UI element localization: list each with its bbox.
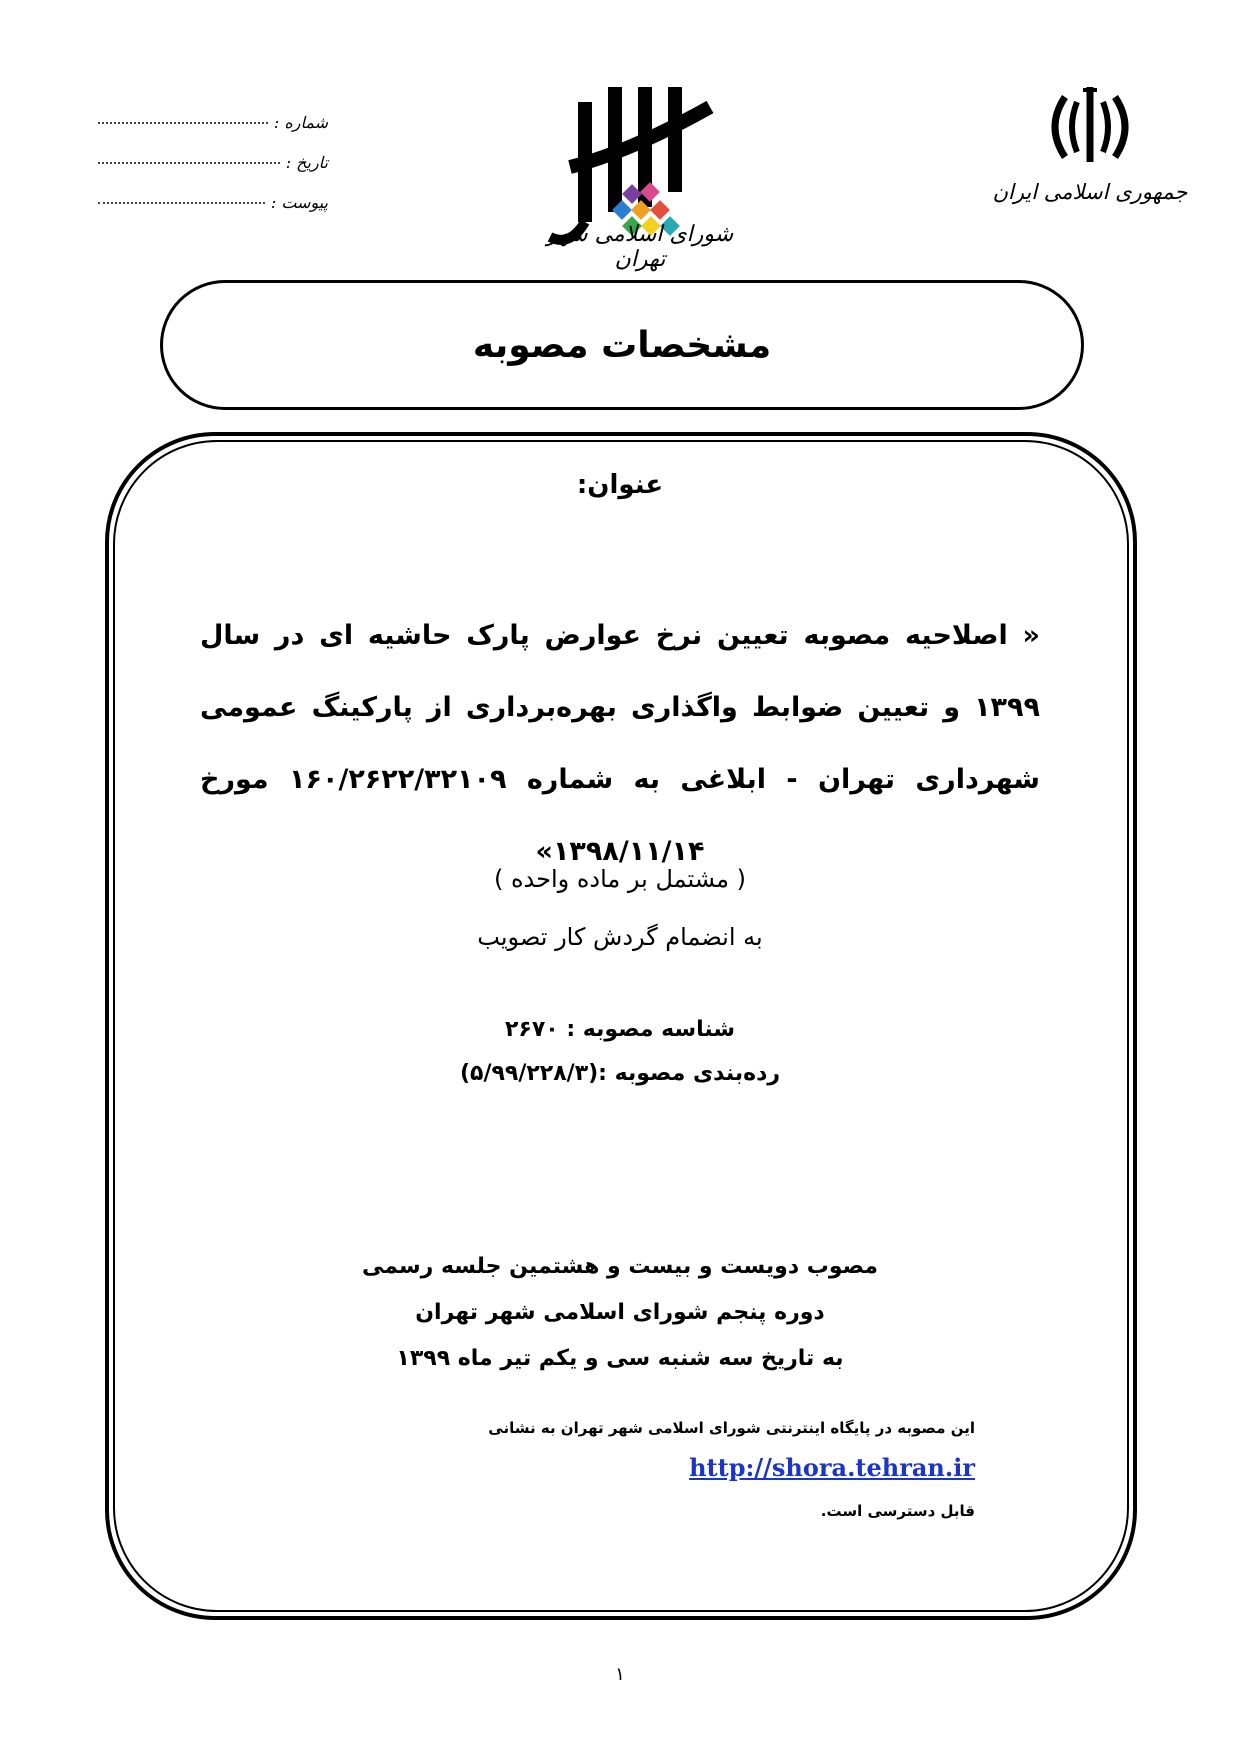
republic-name: جمهوری اسلامی ایران: [992, 180, 1188, 204]
document-meta: [98, 92, 328, 212]
website-notice: [255, 1408, 975, 1531]
notice-prefix: این مصوبه در پایگاه اینترنتی شورای اسلامی شهر تهران به نشانی: [488, 1419, 975, 1437]
attachment-label: پیوست :: [270, 193, 328, 212]
iran-emblem-icon: [1035, 82, 1145, 172]
approval-line-1: مصوب دویست و بیست و هشتمین جلسه رسمی: [361, 1254, 878, 1279]
number-label: شماره :: [273, 113, 328, 132]
subject-text: « اصلاحیه مصوبه تعیین نرخ عوارض پارک حاشیه ای در سال ۱۳۹۹ و تعیین ضوابط واگذاری بهره‌برداری از پارکینگ عمومی شهرداری تهران - ابلاغی به شماره ۱۶۰/۲۶۲۲/۳۲۱۰۹ مورخ ۱۳۹۸/۱۱/۱۴»: [200, 620, 1040, 867]
website-link[interactable]: http://shora.tehran.ir: [689, 1453, 975, 1482]
date-row: [98, 132, 328, 172]
notice-line-1: [255, 1408, 975, 1491]
page-title: مشخصات مصوبه: [472, 324, 772, 366]
date-field: [98, 150, 280, 164]
scope-block: [320, 850, 920, 966]
header-box: [160, 280, 1084, 410]
page-number: ۱: [615, 1664, 625, 1685]
resolution-ids: [400, 1008, 840, 1096]
approval-line-2: دوره پنجم شورای اسلامی شهر تهران: [415, 1300, 825, 1325]
subject-label: عنوان:: [576, 470, 664, 500]
scope-line-1: ( مشتمل بر ماده واحده ): [493, 865, 747, 893]
attachment-field: [98, 190, 265, 204]
approval-block: [300, 1244, 940, 1382]
number-row: [98, 92, 328, 132]
scope-line-2: به انضمام گردش کار تصویب: [477, 923, 763, 951]
council-name: شورای اسلامی شهر تهران: [546, 222, 734, 272]
resolution-classification: رده‌بندی مصوبه :(۵/۹۹/۲۲۸/۳): [459, 1061, 781, 1086]
resolution-id: شناسه مصوبه : ۲۶۷۰: [504, 1017, 736, 1042]
notice-suffix: قابل دسترسی است.: [820, 1502, 975, 1520]
number-field: [98, 110, 268, 124]
attachment-row: [98, 172, 328, 212]
date-label: تاریخ :: [285, 153, 328, 172]
approval-line-3: به تاریخ سه شنبه سی و یکم تیر ماه ۱۳۹۹: [396, 1346, 844, 1371]
